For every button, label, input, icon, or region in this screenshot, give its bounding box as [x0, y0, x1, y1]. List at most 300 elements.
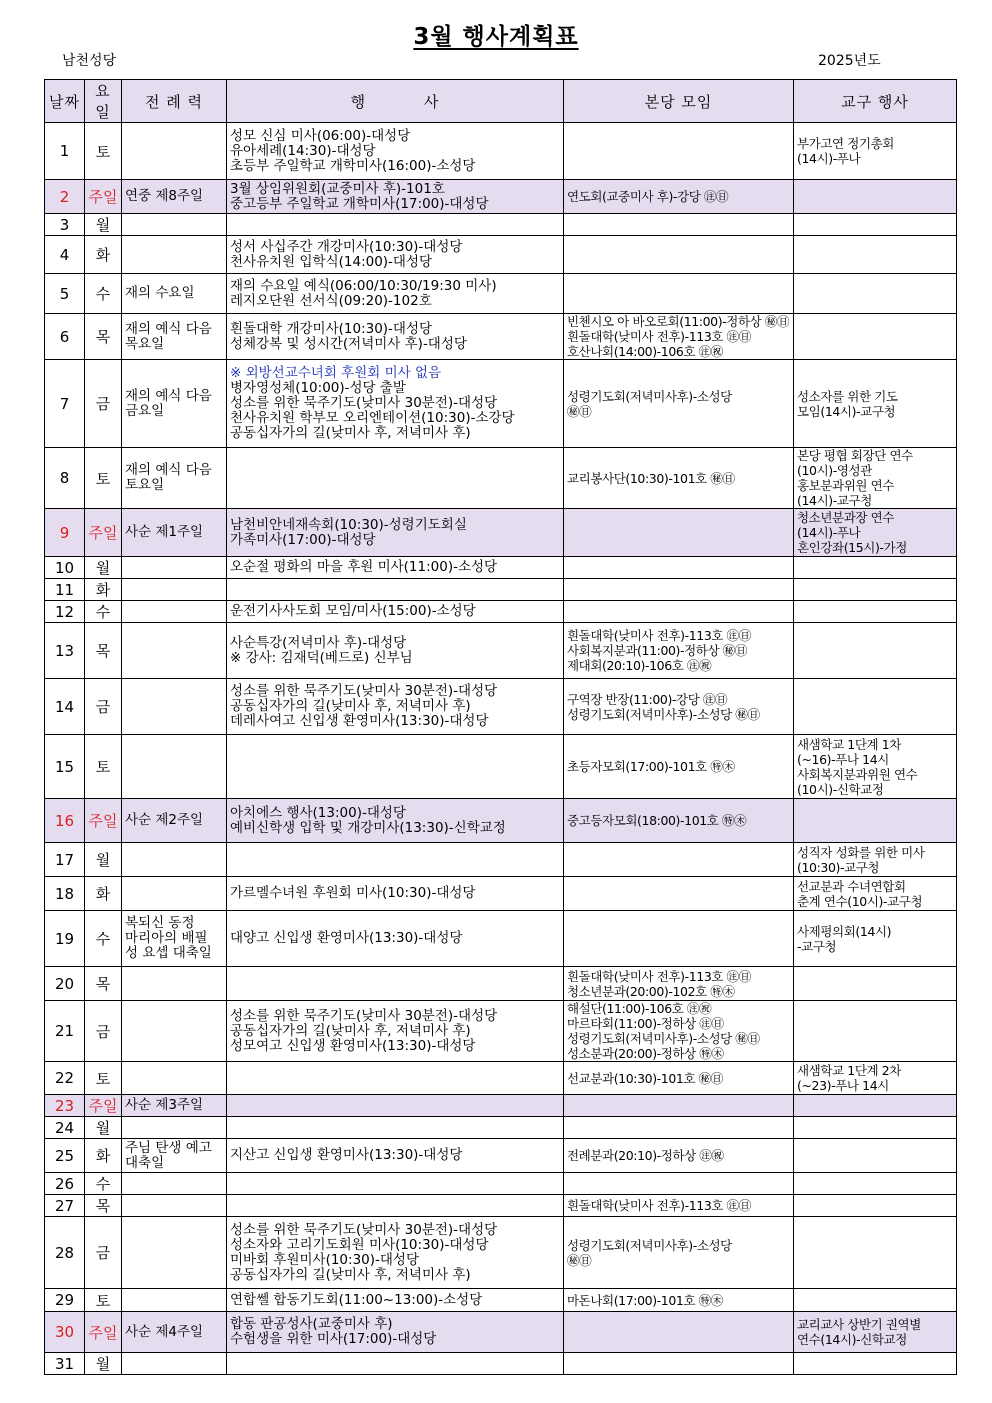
- weekday-cell: 화: [85, 579, 122, 601]
- parish-meeting-line: 청소년분과(20:00)-102호 ㊕㊍: [567, 983, 735, 999]
- table-row: [45, 877, 957, 911]
- liturgy-cell: [122, 1217, 227, 1289]
- parish-meeting-cell: [564, 1001, 794, 1062]
- event-line: 사순특강(저녁미사 후)-대성당: [230, 634, 407, 651]
- date-cell: 23: [45, 1095, 85, 1117]
- diocese-event-cell: [794, 601, 957, 623]
- event-cell: [227, 1353, 564, 1375]
- date-cell: 28: [45, 1217, 85, 1289]
- diocese-event-cell: [794, 274, 957, 314]
- event-line: 합동 판공성사(교중미사 후): [230, 1316, 393, 1332]
- diocese-event-cell: [794, 1195, 957, 1217]
- weekday-cell: 목: [85, 623, 122, 679]
- event-line: 공동십자가의 길(낮미사 후, 저녁미사 후): [230, 698, 471, 714]
- event-line: 데레사여고 신입생 환영미사(13:30)-대성당: [230, 713, 489, 729]
- event-line: 성모 신심 미사(06:00)-대성당: [230, 127, 411, 144]
- event-cell: [227, 123, 564, 180]
- diocese-event-cell: [794, 557, 957, 579]
- liturgy-line: 사순 제1주일: [125, 524, 204, 540]
- diocese-event-line: 연수(14시)-신학교정: [797, 1332, 907, 1347]
- col-header-events: 행 사: [227, 80, 564, 123]
- event-line: 병자영성체(10:00)-성당 출발: [230, 380, 406, 396]
- parish-meeting-cell: [564, 735, 794, 799]
- date-cell: 6: [45, 314, 85, 360]
- event-line: 아치에스 행사(13:00)-대성당: [230, 804, 406, 821]
- diocese-event-line: 새샘학교 1단계 1차: [797, 736, 901, 752]
- table-row: [45, 557, 957, 579]
- liturgy-cell: [122, 579, 227, 601]
- liturgy-cell: [122, 799, 227, 843]
- table-row: [45, 1195, 957, 1217]
- weekday-cell: 토: [85, 735, 122, 799]
- date-cell: 22: [45, 1062, 85, 1095]
- col-header-date: 날짜: [45, 80, 85, 123]
- date-cell: 25: [45, 1139, 85, 1173]
- liturgy-cell: [122, 1062, 227, 1095]
- weekday-cell: 화: [85, 236, 122, 274]
- event-line: 공동십자가의 길(낮미사 후, 저녁미사 후): [230, 1266, 471, 1283]
- col-header-diocese-events: 교구 행사: [794, 80, 957, 123]
- parish-meeting-cell: [564, 1095, 794, 1117]
- parish-meeting-line: 제대회(20:10)-106호 ㊟㊗: [567, 658, 712, 673]
- event-line: 예비신학생 입학 및 개강미사(13:30)-신학교정: [230, 819, 506, 836]
- liturgy-cell: [122, 1195, 227, 1217]
- liturgy-line: 대축일: [125, 1154, 165, 1171]
- parish-meeting-cell: [564, 1117, 794, 1139]
- event-line: 수험생을 위한 미사(17:00)-대성당: [230, 1331, 437, 1347]
- date-cell: 21: [45, 1001, 85, 1062]
- table-row: [45, 448, 957, 509]
- diocese-event-line: (10:30)-교구청: [797, 859, 880, 875]
- weekday-cell: 월: [85, 214, 122, 236]
- table-row: [45, 579, 957, 601]
- weekday-cell: 월: [85, 1353, 122, 1375]
- weekday-cell: 주일: [85, 180, 122, 214]
- event-line: 지산고 신입생 환영미사(13:30)-대성당: [230, 1147, 463, 1163]
- parish-meeting-line: 흰돌대학(낮미사 전후)-113호 ㊟㊐: [567, 329, 751, 344]
- diocese-event-cell: [794, 843, 957, 877]
- event-line: 연합쎌 합동기도회(11:00~13:00)-소성당: [230, 1291, 483, 1308]
- event-line: 흰돌대학 개강미사(10:30)-대성당: [230, 320, 433, 337]
- diocese-event-line: 성소자를 위한 기도: [797, 388, 898, 404]
- weekday-cell: 토: [85, 1289, 122, 1312]
- event-cell: [227, 1095, 564, 1117]
- diocese-event-cell: [794, 679, 957, 735]
- liturgy-cell: [122, 1173, 227, 1195]
- event-cell: [227, 360, 564, 448]
- liturgy-line: 주님 탄생 예고: [125, 1139, 212, 1156]
- table-row: [45, 1173, 957, 1195]
- event-cell: [227, 1117, 564, 1139]
- diocese-event-cell: [794, 448, 957, 509]
- diocese-event-line: (~23)-푸나 14시: [797, 1078, 889, 1093]
- weekday-cell: 수: [85, 911, 122, 967]
- parish-meeting-cell: [564, 967, 794, 1001]
- table-row: [45, 236, 957, 274]
- parish-name: 남천성당: [62, 53, 117, 69]
- event-line: ※ 강사: 김재덕(베드로) 신부님: [230, 649, 413, 666]
- liturgy-line: 토요일: [125, 477, 165, 493]
- event-cell: [227, 1312, 564, 1353]
- diocese-event-line: 혼인강좌(15시)-가정: [797, 540, 907, 555]
- event-line: 3월 상임위원회(교중미사 후)-101호: [230, 180, 445, 197]
- table-row: [45, 1117, 957, 1139]
- diocese-event-line: (14시)-푸나: [797, 151, 861, 166]
- event-line: 성소자와 고리기도회원 미사(10:30)-대성당: [230, 1236, 489, 1253]
- event-line: 성서 사십주간 개강미사(10:30)-대성당: [230, 238, 463, 255]
- date-cell: 14: [45, 679, 85, 735]
- parish-meeting-cell: [564, 1173, 794, 1195]
- event-line: 운전기사사도회 모임/미사(15:00)-소성당: [230, 603, 476, 619]
- table-row: [45, 967, 957, 1001]
- date-cell: 5: [45, 274, 85, 314]
- parish-meeting-cell: [564, 1195, 794, 1217]
- liturgy-cell: [122, 735, 227, 799]
- liturgy-cell: [122, 911, 227, 967]
- liturgy-cell: [122, 314, 227, 360]
- liturgy-cell: [122, 1353, 227, 1375]
- date-cell: 13: [45, 623, 85, 679]
- parish-meeting-cell: [564, 799, 794, 843]
- event-line: 성체강복 및 성시간(저녁미사 후)-대성당: [230, 335, 467, 352]
- table-row: [45, 1353, 957, 1375]
- schedule-table: [44, 79, 957, 1375]
- parish-meeting-cell: [564, 314, 794, 360]
- date-cell: 30: [45, 1312, 85, 1353]
- parish-meeting-line: 교리봉사단(10:30)-101호 ㊙㊐: [567, 470, 735, 486]
- event-cell: [227, 274, 564, 314]
- event-line: 중고등부 주일학교 개학미사(17:00)-대성당: [230, 195, 489, 212]
- liturgy-cell: [122, 1312, 227, 1353]
- parish-meeting-line: ㊙㊐: [567, 1252, 592, 1268]
- parish-meeting-cell: [564, 180, 794, 214]
- parish-meeting-cell: [564, 274, 794, 314]
- weekday-cell: 주일: [85, 1095, 122, 1117]
- liturgy-cell: [122, 601, 227, 623]
- liturgy-cell: [122, 274, 227, 314]
- event-line: 초등부 주일학교 개학미사(16:00)-소성당: [230, 157, 476, 174]
- liturgy-line: 성 요셉 대축일: [125, 945, 212, 961]
- diocese-event-cell: [794, 1117, 957, 1139]
- event-cell: [227, 911, 564, 967]
- liturgy-cell: [122, 1139, 227, 1173]
- liturgy-cell: [122, 557, 227, 579]
- weekday-cell: 목: [85, 314, 122, 360]
- event-line: 가족미사(17:00)-대성당: [230, 531, 376, 548]
- event-line: 가르멜수녀원 후원회 미사(10:30)-대성당: [230, 885, 476, 901]
- weekday-cell: 목: [85, 967, 122, 1001]
- date-cell: 2: [45, 180, 85, 214]
- parish-meeting-line: 성소분과(20:00)-정하상 ㊕㊍: [567, 1046, 724, 1061]
- date-cell: 10: [45, 557, 85, 579]
- date-cell: 8: [45, 448, 85, 509]
- parish-meeting-line: 성령기도회(저녁미사후)-소성당: [567, 388, 732, 404]
- parish-meeting-line: 마돈나회(17:00)-101호 ㊕㊍: [567, 1292, 723, 1308]
- parish-meeting-cell: [564, 1353, 794, 1375]
- liturgy-line: 금요일: [125, 402, 165, 419]
- date-cell: 11: [45, 579, 85, 601]
- date-cell: 17: [45, 843, 85, 877]
- parish-meeting-line: 호산나회(14:00)-106호 ㊟㊗: [567, 344, 723, 359]
- event-line: 유아세례(14:30)-대성당: [230, 142, 376, 159]
- liturgy-cell: [122, 1289, 227, 1312]
- weekday-cell: 수: [85, 601, 122, 623]
- table-row: [45, 1312, 957, 1353]
- col-header-weekday: 요일: [85, 80, 122, 123]
- event-line: 성모여고 신입생 환영미사(13:30)-대성당: [230, 1037, 476, 1054]
- event-cell: [227, 1001, 564, 1062]
- liturgy-cell: [122, 123, 227, 180]
- liturgy-cell: [122, 448, 227, 509]
- event-line: 미바회 후원미사(10:30)-대성당: [230, 1251, 420, 1268]
- table-row: [45, 274, 957, 314]
- diocese-event-line: (10시)-영성관: [797, 463, 872, 478]
- diocese-event-cell: [794, 579, 957, 601]
- table-row: [45, 509, 957, 557]
- diocese-event-cell: [794, 623, 957, 679]
- parish-meeting-line: 해설단(11:00)-106호 ㊟㊗: [567, 1001, 712, 1016]
- liturgy-line: 사순 제3주일: [125, 1097, 204, 1113]
- liturgy-line: 목요일: [125, 335, 165, 352]
- weekday-cell: 수: [85, 274, 122, 314]
- diocese-event-line: 선교분과 수녀연합회: [797, 878, 906, 894]
- table-row: [45, 314, 957, 360]
- event-line: 오순절 평화의 마을 후원 미사(11:00)-소성당: [230, 559, 498, 575]
- event-cell: [227, 967, 564, 1001]
- liturgy-cell: [122, 360, 227, 448]
- event-line: ※ 외방선교수녀회 후원회 미사 없음: [230, 365, 442, 381]
- event-line: 공동십자가의 길(낮미사 후, 저녁미사 후): [230, 1022, 471, 1039]
- liturgy-cell: [122, 509, 227, 557]
- diocese-event-line: 교리교사 상반기 권역별: [797, 1317, 921, 1332]
- parish-meeting-cell: [564, 1217, 794, 1289]
- diocese-event-line: 새샘학교 1단계 2차: [797, 1063, 901, 1078]
- liturgy-cell: [122, 236, 227, 274]
- liturgy-line: 사순 제4주일: [125, 1323, 204, 1340]
- table-row: [45, 1095, 957, 1117]
- parish-meeting-line: 흰돌대학(낮미사 전후)-113호 ㊟㊐: [567, 628, 751, 643]
- diocese-event-cell: [794, 236, 957, 274]
- parish-meeting-line: 성령기도회(저녁미사후)-소성당 ㊙㊐: [567, 1031, 760, 1046]
- weekday-cell: 화: [85, 1139, 122, 1173]
- parish-meeting-cell: [564, 448, 794, 509]
- diocese-event-cell: [794, 214, 957, 236]
- event-cell: [227, 799, 564, 843]
- page-title: 3월 행사계획표: [413, 24, 579, 50]
- weekday-cell: 월: [85, 843, 122, 877]
- diocese-event-line: 홍보분과위원 연수: [797, 478, 894, 493]
- year-label: 2025년도: [818, 53, 881, 69]
- diocese-event-cell: [794, 877, 957, 911]
- table-row: [45, 1217, 957, 1289]
- weekday-cell: 수: [85, 1173, 122, 1195]
- diocese-event-line: 본당 평협 회장단 연수: [797, 448, 913, 463]
- event-cell: [227, 180, 564, 214]
- liturgy-cell: [122, 180, 227, 214]
- weekday-cell: 월: [85, 557, 122, 579]
- event-cell: [227, 679, 564, 735]
- date-cell: 15: [45, 735, 85, 799]
- liturgy-line: 복되신 동정: [125, 915, 195, 931]
- parish-meeting-line: 빈첸시오 아 바오로회(11:00)-정하상 ㊙㊐: [567, 314, 790, 329]
- table-row: [45, 843, 957, 877]
- parish-meeting-line: 초등자모회(17:00)-101호 ㊕㊍: [567, 759, 735, 774]
- parish-meeting-cell: [564, 579, 794, 601]
- parish-meeting-line: 전례분과(20:10)-정하상 ㊟㊗: [567, 1148, 724, 1163]
- weekday-cell: 목: [85, 1195, 122, 1217]
- table-row: [45, 360, 957, 448]
- event-line: 천사유치원 학부모 오리엔테이션(10:30)-소강당: [230, 410, 515, 426]
- event-cell: [227, 314, 564, 360]
- date-cell: 19: [45, 911, 85, 967]
- liturgy-line: 재의 수요일: [125, 285, 195, 301]
- diocese-event-cell: [794, 1095, 957, 1117]
- parish-meeting-cell: [564, 843, 794, 877]
- event-line: 남천비안네재속회(10:30)-성령기도회실: [230, 516, 467, 533]
- event-cell: [227, 1173, 564, 1195]
- table-row: [45, 735, 957, 799]
- diocese-event-line: -교구청: [797, 938, 837, 954]
- weekday-cell: 금: [85, 1001, 122, 1062]
- event-cell: [227, 601, 564, 623]
- diocese-event-line: 부가고연 정기총회: [797, 136, 894, 151]
- diocese-event-line: 사회복지분과위원 연수: [797, 766, 918, 782]
- table-row: [45, 623, 957, 679]
- diocese-event-cell: [794, 967, 957, 1001]
- liturgy-line: 재의 예식 다음: [125, 387, 212, 404]
- table-row: [45, 123, 957, 180]
- parish-meeting-cell: [564, 360, 794, 448]
- parish-meeting-cell: [564, 1289, 794, 1312]
- parish-meeting-line: 구역장 반장(11:00)-강당 ㊟㊐: [567, 691, 728, 707]
- event-line: 성소를 위한 묵주기도(낮미사 30분전)-대성당: [230, 1007, 498, 1024]
- table-row: [45, 1062, 957, 1095]
- event-cell: [227, 236, 564, 274]
- diocese-event-cell: [794, 1217, 957, 1289]
- diocese-event-line: (14시)-푸나: [797, 525, 861, 540]
- parish-meeting-line: ㊙㊐: [567, 403, 592, 419]
- event-line: 천사유치원 입학식(14:00)-대성당: [230, 253, 433, 270]
- event-cell: [227, 1217, 564, 1289]
- diocese-event-cell: [794, 911, 957, 967]
- diocese-event-line: 청소년분과장 연수: [797, 510, 894, 525]
- table-row: [45, 1139, 957, 1173]
- event-line: 성소를 위한 묵주기도(낮미사 30분전)-대성당: [230, 683, 498, 699]
- event-cell: [227, 877, 564, 911]
- event-line: 성소를 위한 묵주기도(낮미사 30분전)-대성당: [230, 1221, 498, 1238]
- date-cell: 29: [45, 1289, 85, 1312]
- liturgy-cell: [122, 1117, 227, 1139]
- diocese-event-line: (10시)-신학교정: [797, 781, 884, 797]
- diocese-event-cell: [794, 799, 957, 843]
- date-cell: 3: [45, 214, 85, 236]
- weekday-cell: 금: [85, 360, 122, 448]
- weekday-cell: 토: [85, 448, 122, 509]
- diocese-event-cell: [794, 1289, 957, 1312]
- table-row: [45, 1289, 957, 1312]
- date-cell: 18: [45, 877, 85, 911]
- liturgy-cell: [122, 967, 227, 1001]
- weekday-cell: 월: [85, 1117, 122, 1139]
- weekday-cell: 주일: [85, 1312, 122, 1353]
- parish-meeting-line: 중고등자모회(18:00)-101호 ㊕㊍: [567, 813, 747, 828]
- parish-meeting-line: 성령기도회(저녁미사후)-소성당: [567, 1237, 732, 1253]
- diocese-event-cell: [794, 314, 957, 360]
- parish-meeting-cell: [564, 623, 794, 679]
- date-cell: 1: [45, 123, 85, 180]
- date-cell: 27: [45, 1195, 85, 1217]
- diocese-event-cell: [794, 123, 957, 180]
- table-row: [45, 799, 957, 843]
- weekday-cell: 주일: [85, 799, 122, 843]
- event-cell: [227, 1062, 564, 1095]
- event-cell: [227, 1139, 564, 1173]
- event-cell: [227, 623, 564, 679]
- liturgy-line: 연중 제8주일: [125, 188, 204, 204]
- liturgy-cell: [122, 877, 227, 911]
- diocese-event-line: 사제평의회(14시): [797, 923, 892, 939]
- liturgy-cell: [122, 623, 227, 679]
- parish-meeting-cell: [564, 509, 794, 557]
- event-cell: [227, 1195, 564, 1217]
- event-cell: [227, 579, 564, 601]
- diocese-event-line: 모임(14시)-교구청: [797, 403, 896, 419]
- liturgy-line: 마리아의 배필: [125, 930, 208, 946]
- parish-meeting-cell: [564, 123, 794, 180]
- parish-meeting-cell: [564, 557, 794, 579]
- liturgy-cell: [122, 679, 227, 735]
- liturgy-line: 재의 예식 다음: [125, 320, 212, 337]
- weekday-cell: 금: [85, 1217, 122, 1289]
- diocese-event-cell: [794, 1312, 957, 1353]
- date-cell: 24: [45, 1117, 85, 1139]
- parish-meeting-cell: [564, 911, 794, 967]
- table-header-row: [45, 80, 957, 123]
- event-line: 대양고 신입생 환영미사(13:30)-대성당: [230, 930, 463, 946]
- col-header-parish-meetings: 본당 모임: [564, 80, 794, 123]
- diocese-event-line: (~16)-푸나 14시: [797, 751, 889, 767]
- diocese-event-cell: [794, 1173, 957, 1195]
- diocese-event-cell: [794, 1062, 957, 1095]
- event-line: 재의 수요일 예식(06:00/10:30/19:30 미사): [230, 277, 497, 294]
- date-cell: 26: [45, 1173, 85, 1195]
- col-header-liturgy: 전 례 력: [122, 80, 227, 123]
- weekday-cell: 주일: [85, 509, 122, 557]
- parish-meeting-line: 성령기도회(저녁미사후)-소성당 ㊙㊐: [567, 706, 760, 722]
- event-cell: [227, 214, 564, 236]
- parish-meeting-line: 연도회(교중미사 후)-강당 ㊟㊐: [567, 189, 729, 204]
- diocese-event-line: 성직자 성화를 위한 미사: [797, 844, 925, 860]
- diocese-event-cell: [794, 1001, 957, 1062]
- diocese-event-line: (14시)-교구청: [797, 493, 872, 508]
- weekday-cell: 토: [85, 123, 122, 180]
- parish-meeting-cell: [564, 877, 794, 911]
- parish-meeting-cell: [564, 1139, 794, 1173]
- liturgy-cell: [122, 843, 227, 877]
- event-cell: [227, 509, 564, 557]
- table-row: [45, 214, 957, 236]
- liturgy-line: 재의 예식 다음: [125, 462, 212, 478]
- weekday-cell: 금: [85, 679, 122, 735]
- diocese-event-cell: [794, 735, 957, 799]
- table-row: [45, 911, 957, 967]
- diocese-event-cell: [794, 509, 957, 557]
- event-line: 레지오단원 선서식(09:20)-102호: [230, 292, 432, 309]
- table-row: [45, 679, 957, 735]
- date-cell: 16: [45, 799, 85, 843]
- diocese-event-cell: [794, 1353, 957, 1375]
- event-line: 성소를 위한 묵주기도(낮미사 30분전)-대성당: [230, 395, 498, 411]
